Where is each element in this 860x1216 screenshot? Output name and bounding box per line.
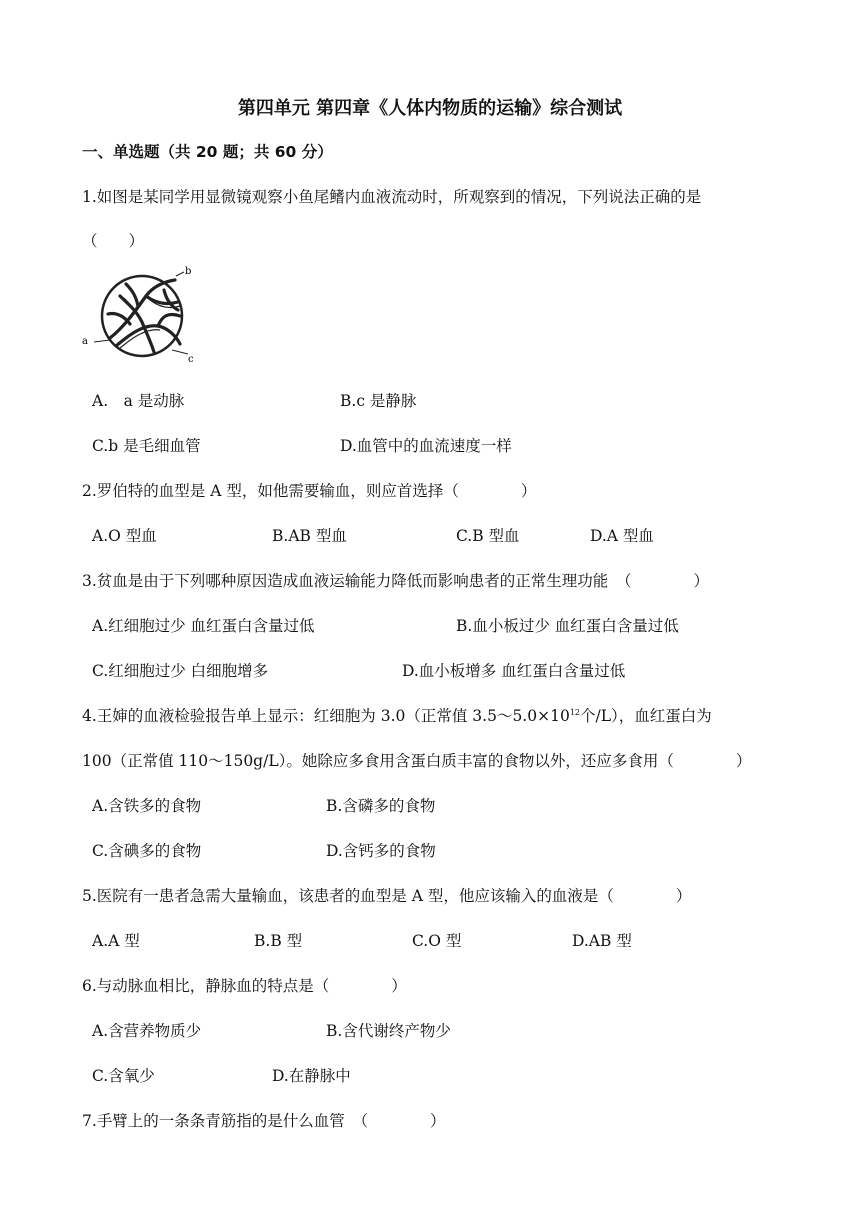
question-4-option-d[interactable]: D.含钙多的食物	[326, 842, 436, 860]
page-title: 第四单元 第四章《人体内物质的运输》综合测试	[237, 98, 623, 119]
question-5-stem: 5.医院有一患者急需大量输血，该患者的血型是 A 型，他应该输入的血液是（ ）	[82, 887, 692, 905]
question-2-option-b[interactable]: B.AB 型血	[272, 527, 347, 545]
question-2-option-c[interactable]: C.B 型血	[456, 527, 520, 545]
label-c: c	[188, 354, 194, 365]
label-a: a	[82, 336, 88, 347]
microscope-blood-vessel-figure	[80, 266, 210, 366]
question-6-option-b[interactable]: B.含代谢终产物少	[326, 1022, 451, 1040]
question-3-option-d[interactable]: D.血小板增多 血红蛋白含量过低	[402, 662, 626, 680]
question-5-option-a[interactable]: A.A 型	[92, 932, 140, 950]
question-3-option-c[interactable]: C.红细胞过少 白细胞增多	[92, 662, 269, 680]
question-3-option-a[interactable]: A.红细胞过少 血红蛋白含量过低	[92, 617, 315, 635]
question-6-option-c[interactable]: C.含氧少	[92, 1067, 155, 1085]
question-7-stem: 7.手臂上的一条条青筋指的是什么血管 （ ）	[82, 1112, 446, 1130]
question-1-stem: 1.如图是某同学用显微镜观察小鱼尾鳍内血液流动时，所观察到的情况，下列说法正确的是	[82, 188, 702, 206]
question-4-stem	[82, 704, 712, 726]
question-6-option-a[interactable]: A.含营养物质少	[92, 1022, 202, 1040]
question-5-option-c[interactable]: C.O 型	[412, 932, 462, 950]
question-4-exponent: 12	[569, 708, 580, 717]
question-3-option-b[interactable]: B.血小板过少 血红蛋白含量过低	[456, 617, 679, 635]
question-1-option-d[interactable]: D.血管中的血流速度一样	[340, 437, 512, 455]
section-heading: 一、单选题（共 20 题；共 60 分）	[82, 143, 333, 161]
question-6-stem: 6.与动脉血相比，静脉血的特点是（ ）	[82, 977, 407, 995]
blood-vessel-diagram	[80, 266, 210, 366]
question-4-option-a[interactable]: A.含铁多的食物	[92, 797, 202, 815]
question-5-option-b[interactable]: B.B 型	[254, 932, 303, 950]
question-2-option-d[interactable]: D.A 型血	[590, 527, 654, 545]
question-3-stem: 3.贫血是由于下列哪种原因造成血液运输能力降低而影响患者的正常生理功能 （ ）	[82, 572, 710, 590]
question-4-option-b[interactable]: B.含磷多的食物	[326, 797, 436, 815]
question-4-stem-part2: 个/L），血红蛋白为	[580, 707, 712, 725]
question-6-option-d[interactable]: D.在静脉中	[272, 1067, 351, 1085]
question-4-stem-line2: 100（正常值 110～150g/L）。她除应多食用含蛋白质丰富的食物以外，还应多食用（ ）	[82, 752, 752, 770]
question-4-stem-part1: 4.王婶的血液检验报告单上显示：红细胞为 3.0（正常值 3.5～5.0×10	[82, 707, 570, 725]
question-2-option-a[interactable]: A.O 型血	[92, 527, 157, 545]
label-b: b	[185, 266, 192, 277]
question-1-stem-bracket: （ ）	[82, 232, 145, 250]
question-2-stem: 2.罗伯特的血型是 A 型，如他需要输血，则应首选择（ ）	[82, 482, 537, 500]
question-1-option-b[interactable]: B.c 是静脉	[340, 392, 417, 410]
question-5-option-d[interactable]: D.AB 型	[572, 932, 632, 950]
question-4-option-c[interactable]: C.含碘多的食物	[92, 842, 202, 860]
question-1-option-a[interactable]: A. a 是动脉	[92, 392, 185, 410]
question-1-option-c[interactable]: C.b 是毛细血管	[92, 437, 201, 455]
